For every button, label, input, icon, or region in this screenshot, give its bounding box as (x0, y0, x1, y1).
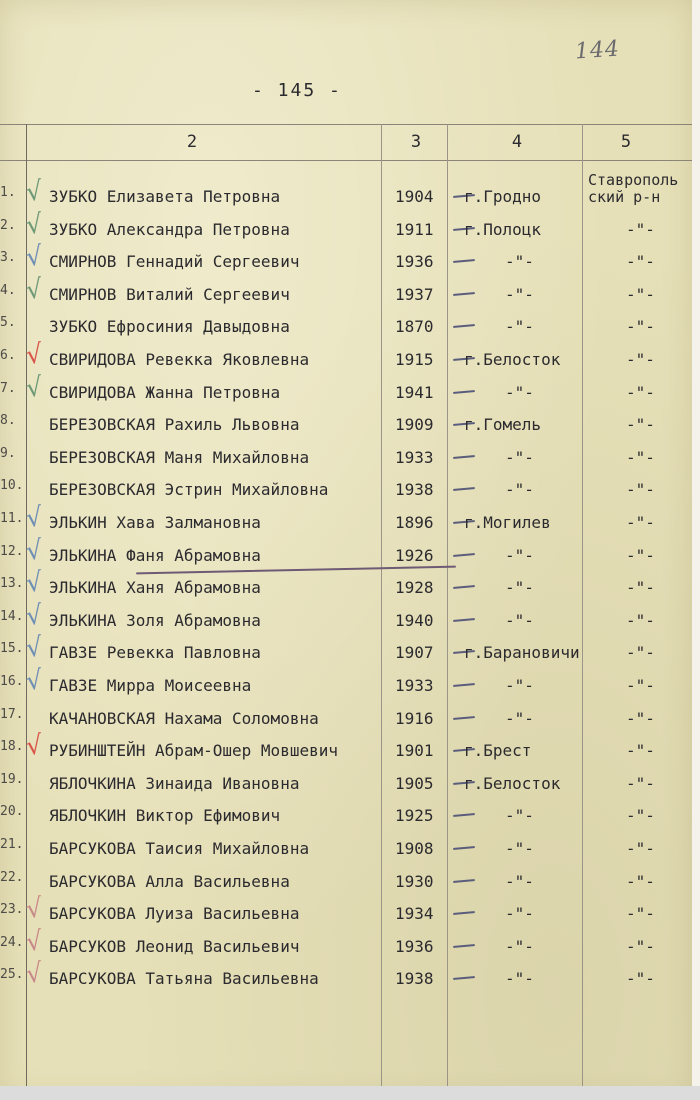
district-cell: -"- (626, 839, 655, 858)
pencil-dash (453, 259, 475, 263)
district-cell: -"- (626, 252, 655, 272)
row-number: 19. (0, 771, 24, 787)
person-name: ЭЛЬКИНА Ханя Абрамовна (49, 578, 261, 598)
pencil-dash (453, 455, 475, 459)
person-name: ЗУБКО Ефросиния Давыдовна (49, 317, 290, 337)
check-mark-icon: √ (23, 632, 45, 665)
birth-place: г.Могилев (464, 513, 551, 532)
birth-place: -"- (505, 969, 534, 989)
district-cell: -"- (626, 578, 655, 598)
check-mark-icon: √ (23, 501, 45, 535)
pencil-dash (453, 618, 475, 622)
birth-year: 1940 (395, 610, 434, 630)
district-cell: -"- (626, 676, 655, 695)
birth-year: 1911 (395, 219, 434, 239)
birth-year: 1915 (395, 350, 434, 369)
birth-year: 1901 (395, 741, 434, 761)
birth-place: г.Полоцк (464, 219, 542, 239)
table-row (0, 208, 692, 250)
table-row (0, 837, 692, 869)
row-number: 13. (0, 576, 24, 592)
row-number: 16. (0, 674, 24, 689)
birth-place: -"- (505, 936, 534, 956)
person-name: ГАВЗЕ Ревекка Павловна (49, 643, 261, 663)
table-row (0, 338, 692, 380)
person-name: ЭЛЬКИН Хава Залмановна (49, 513, 261, 532)
check-mark-icon: √ (23, 175, 45, 209)
district-header-line1: Ставрополь (588, 171, 679, 189)
birth-year: 1907 (395, 643, 434, 663)
birth-year: 1916 (395, 708, 434, 728)
birth-place: -"- (505, 480, 534, 500)
table-row (0, 925, 692, 967)
archive-page-number: 144 (574, 36, 621, 65)
table-row (0, 632, 692, 673)
birth-year: 1933 (395, 447, 434, 467)
person-name: СМИРНОВ Геннадий Сергеевич (49, 252, 300, 272)
birth-year: 1908 (395, 839, 434, 858)
table-row (0, 772, 692, 804)
check-mark-icon: √ (23, 893, 45, 926)
birth-year: 1926 (395, 545, 434, 565)
table-row (0, 730, 692, 771)
birth-place: -"- (505, 806, 534, 826)
pencil-dash (453, 683, 475, 687)
table-row (0, 567, 692, 608)
person-name: РУБИНШТЕЙН Абрам-Ошер Мовшевич (49, 741, 338, 761)
birth-place: г.Белосток (464, 350, 561, 369)
birth-place: -"- (505, 284, 534, 304)
district-cell: -"- (626, 545, 655, 565)
person-name: БЕРЕЗОВСКАЯ Маня Михайловна (49, 447, 310, 467)
pencil-dash (453, 390, 475, 394)
column-header-4: 4 (511, 132, 523, 152)
birth-year: 1938 (395, 480, 434, 500)
pencil-dash (453, 487, 475, 491)
person-name: ЭЛЬКИНА Золя Абрамовна (49, 610, 261, 630)
district-cell: -"- (626, 447, 655, 467)
birth-place: г.Гродно (464, 187, 542, 206)
birth-place: -"- (505, 904, 534, 924)
birth-place: г.Гомель (464, 415, 542, 435)
table-row (0, 804, 692, 836)
birth-year: 1905 (395, 773, 434, 793)
pencil-dash (453, 292, 475, 296)
birth-year: 1925 (395, 806, 434, 826)
district-cell: -"- (626, 643, 655, 663)
page-edge (692, 0, 700, 1100)
birth-place: -"- (505, 708, 534, 728)
table-row (0, 707, 692, 739)
birth-place: -"- (505, 545, 534, 565)
birth-year: 1928 (395, 578, 434, 598)
person-name: ЗУБКО Елизавета Петровна (49, 187, 281, 206)
row-number: 20. (0, 804, 24, 820)
check-mark-icon: √ (23, 338, 45, 372)
district-cell: -"- (626, 806, 655, 826)
pencil-dash (453, 585, 475, 589)
birth-year: 1937 (395, 284, 434, 304)
pencil-dash (453, 813, 475, 817)
district-header-line2: ский р-н (588, 188, 661, 206)
person-name: СВИРИДОВА Жанна Петровна (49, 382, 281, 402)
birth-place: г.Брест (464, 741, 532, 761)
page-number: - 145 - (252, 80, 342, 101)
district-cell: -"- (626, 284, 655, 304)
check-mark-icon: √ (23, 664, 45, 698)
check-mark-icon: √ (23, 534, 45, 567)
birth-place: -"- (505, 317, 534, 337)
district-cell: -"- (626, 741, 655, 761)
table-row (0, 241, 692, 282)
person-name: БАРСУКОВА Алла Васильевна (49, 871, 290, 891)
table-row (0, 273, 692, 315)
check-mark-icon: √ (23, 241, 45, 274)
row-number: 11. (0, 511, 24, 526)
row-number: 25. (0, 967, 24, 983)
table-row (0, 534, 692, 576)
table-row (0, 478, 692, 510)
check-mark-icon: √ (23, 567, 45, 600)
district-cell: -"- (626, 480, 655, 500)
pencil-dash (453, 716, 475, 720)
table-row (0, 870, 692, 902)
check-mark-icon: √ (23, 273, 45, 306)
table-row (0, 664, 692, 706)
check-mark-icon: √ (23, 208, 45, 241)
row-number: 10. (0, 478, 24, 494)
district-cell: -"- (626, 871, 655, 891)
pencil-dash (453, 553, 475, 557)
row-number: 6. (0, 348, 16, 363)
row-number: 2. (0, 217, 16, 233)
table-header-rule (0, 160, 692, 161)
district-cell: -"- (626, 382, 655, 402)
pencil-dash (453, 324, 475, 328)
birth-place: г.Барановичи (464, 643, 580, 663)
district-cell: -"- (626, 773, 655, 793)
row-number: 23. (0, 902, 24, 918)
column-header-2: 2 (186, 132, 198, 152)
birth-place: -"- (505, 871, 534, 891)
person-name: БАРСУКОВА Луиза Васильевна (49, 904, 300, 924)
column-header-5: 5 (620, 132, 632, 152)
table-row (0, 958, 692, 999)
row-number: 3. (0, 250, 16, 266)
row-number: 4. (0, 282, 16, 298)
person-name: ГАВЗЕ Мирра Моисеевна (49, 676, 252, 695)
pencil-dash (453, 944, 475, 948)
row-number: 7. (0, 380, 16, 396)
check-mark-icon: √ (23, 599, 45, 632)
table-row (0, 501, 692, 543)
row-number: 14. (0, 608, 24, 624)
check-mark-icon: √ (23, 958, 45, 991)
birth-place: -"- (505, 382, 534, 402)
birth-place: -"- (505, 578, 534, 598)
row-number: 5. (0, 315, 16, 331)
person-name: ЯБЛОЧКИНА Зинаида Ивановна (49, 773, 300, 793)
check-mark-icon: √ (23, 730, 45, 763)
row-number: 15. (0, 641, 24, 657)
check-mark-icon: √ (23, 925, 45, 958)
table-row (0, 371, 692, 413)
birth-place: -"- (505, 676, 534, 695)
birth-year: 1934 (395, 904, 434, 924)
table-row (0, 413, 692, 445)
column-header-3: 3 (410, 132, 422, 152)
row-number: 12. (0, 543, 24, 559)
birth-year: 1936 (395, 936, 434, 956)
pencil-dash (453, 879, 475, 883)
row-number: 8. (0, 413, 16, 429)
birth-year: 1938 (395, 969, 434, 989)
district-cell: -"- (626, 350, 655, 369)
district-cell: -"- (626, 936, 655, 956)
row-number: 1. (0, 185, 16, 200)
birth-year: 1904 (395, 187, 434, 206)
row-number: 18. (0, 739, 24, 755)
row-number: 9. (0, 445, 16, 461)
row-number: 21. (0, 837, 24, 852)
district-cell: -"- (626, 708, 655, 728)
pencil-dash (453, 911, 475, 915)
person-name: СВИРИДОВА Ревекка Яковлевна (49, 350, 310, 369)
district-cell: -"- (626, 513, 655, 532)
person-name: КАЧАНОВСКАЯ Нахама Соломовна (49, 708, 319, 728)
table-top-rule (0, 124, 692, 125)
table-row (0, 599, 692, 641)
table-row (0, 315, 692, 347)
pencil-dash (453, 846, 475, 850)
district-cell: -"- (626, 317, 655, 337)
pencil-dash (453, 976, 475, 980)
birth-place: -"- (505, 252, 534, 272)
birth-year: 1936 (395, 252, 434, 272)
person-name: БЕРЕЗОВСКАЯ Рахиль Львовна (49, 415, 300, 435)
birth-year: 1933 (395, 676, 434, 695)
district-cell: -"- (626, 610, 655, 630)
person-name: БЕРЕЗОВСКАЯ Эстрин Михайловна (49, 480, 329, 500)
birth-place: -"- (505, 839, 534, 858)
birth-year: 1870 (395, 317, 434, 337)
person-name: ЗУБКО Александра Петровна (49, 219, 290, 239)
birth-place: -"- (505, 610, 534, 630)
person-name: СМИРНОВ Виталий Сергеевич (49, 284, 290, 304)
birth-year: 1909 (395, 415, 434, 435)
check-mark-icon: √ (23, 371, 45, 404)
person-name: ЯБЛОЧКИН Виктор Ефимович (49, 806, 281, 826)
district-cell: -"- (626, 969, 655, 989)
birth-place: -"- (505, 447, 534, 467)
row-number: 24. (0, 934, 24, 950)
birth-year: 1941 (395, 382, 434, 402)
person-name: ЭЛЬКИНА Фаня Абрамовна (49, 545, 261, 565)
district-cell: -"- (626, 415, 655, 435)
person-name: БАРСУКОВА Таисия Михайловна (49, 839, 310, 858)
table-row (0, 893, 692, 934)
birth-place: г.Белосток (464, 773, 561, 793)
person-name: БАРСУКОВ Леонид Васильевич (49, 936, 300, 956)
scan-margin (0, 1086, 700, 1100)
birth-year: 1896 (395, 513, 434, 532)
table-row (0, 446, 692, 478)
person-name: БАРСУКОВА Татьяна Васильевна (49, 969, 319, 989)
birth-year: 1930 (395, 871, 434, 891)
row-number: 22. (0, 869, 24, 885)
district-cell: -"- (626, 219, 655, 239)
district-cell: -"- (626, 904, 655, 924)
row-number: 17. (0, 706, 24, 722)
